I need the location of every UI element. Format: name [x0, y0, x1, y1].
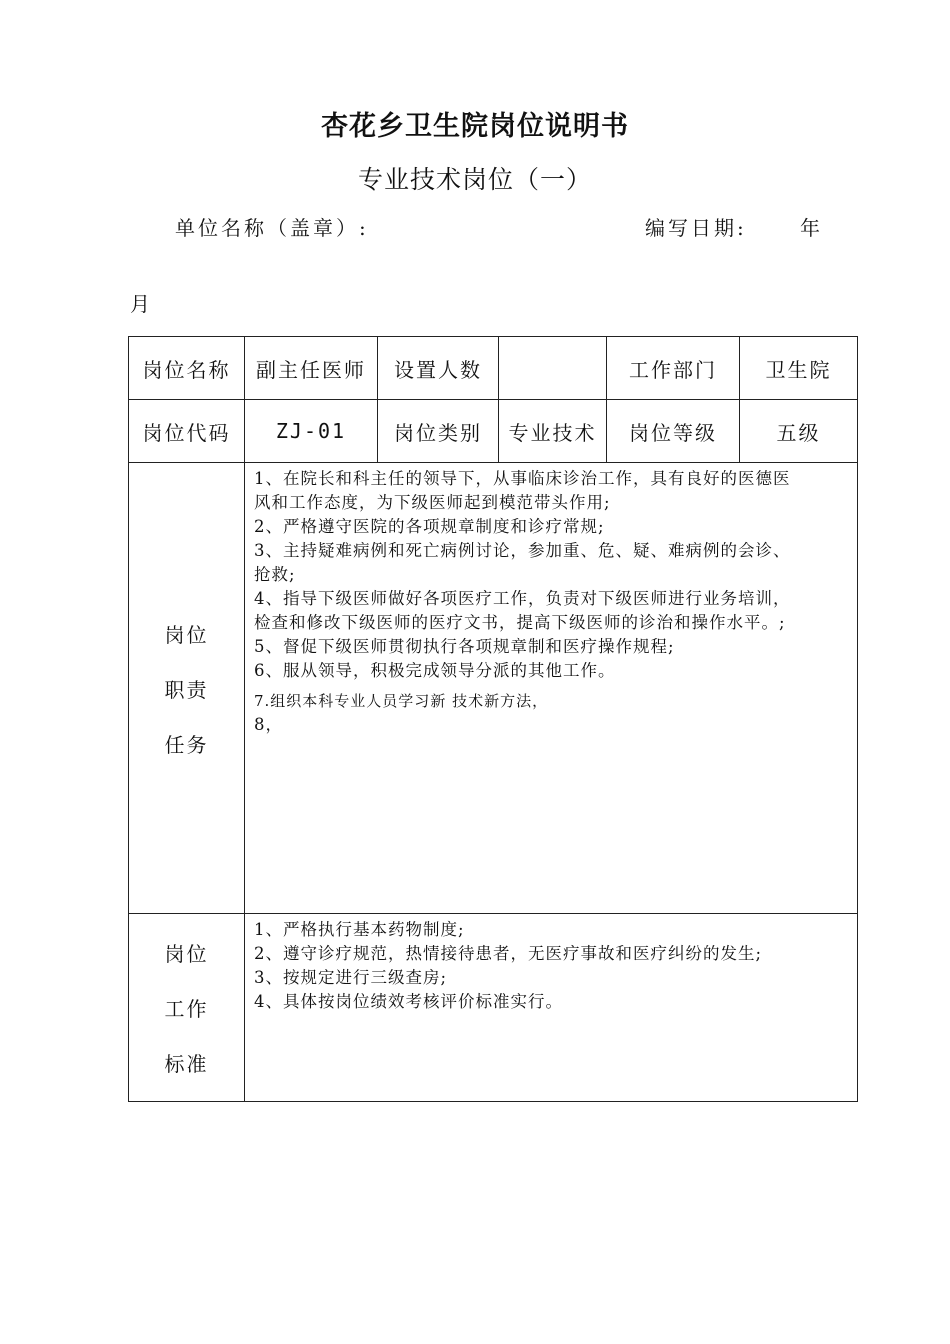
- headcount-value: [499, 337, 607, 400]
- duty-line: 2、严格遵守医院的各项规章制度和诊疗常规;: [254, 517, 605, 536]
- position-code-label: 岗位代码: [129, 400, 245, 463]
- standards-label-line: 岗位: [164, 942, 209, 966]
- department-value: 卫生院: [740, 337, 858, 400]
- duties-label: [129, 619, 244, 758]
- standards-label-line: 工作: [164, 997, 209, 1021]
- table-row: [129, 337, 858, 400]
- duties-label-line: 任务: [164, 732, 209, 757]
- duty-line: 风和工作态度，为下级医师起到模范带头作用;: [254, 493, 611, 512]
- standard-line: 1、严格执行基本药物制度;: [254, 920, 465, 939]
- document-title: 杏花乡卫生院岗位说明书: [321, 111, 629, 142]
- position-code-value: ZJ-01: [245, 400, 378, 463]
- position-level-value: 五级: [740, 400, 858, 463]
- standard-line: 2、遵守诊疗规范，热情接待患者，无医疗事故和医疗纠纷的发生;: [254, 944, 763, 963]
- headcount-label: 设置人数: [378, 337, 499, 400]
- position-type-value: 专业技术: [499, 400, 607, 463]
- standards-label-line: 标准: [164, 1052, 209, 1076]
- month-label: 月: [130, 292, 150, 316]
- year-label: 年: [800, 216, 820, 240]
- duties-label-line: 职责: [164, 677, 209, 702]
- job-description-table: [128, 336, 858, 1102]
- duties-content: [245, 463, 858, 914]
- duty-line: 检查和修改下级医师的医疗文书，提高下级医师的诊治和操作水平。;: [254, 613, 786, 632]
- document-subtitle: 专业技术岗位（一）: [357, 165, 592, 194]
- duty-line: 6、服从领导，积极完成领导分派的其他工作。: [254, 661, 616, 680]
- duty-line: 5、督促下级医师贯彻执行各项规章制和医疗操作规程;: [254, 637, 675, 656]
- department-label: 工作部门: [607, 337, 740, 400]
- position-name-label: 岗位名称: [129, 337, 245, 400]
- standards-label: [129, 938, 244, 1077]
- duty-line: 8，: [254, 715, 283, 734]
- duty-line: 1、在院长和科主任的领导下，从事临床诊治工作，具有良好的医德医: [254, 469, 791, 488]
- table-row: [129, 463, 858, 914]
- duty-line: 3、主持疑难病例和死亡病例讨论，参加重、危、疑、难病例的会诊、: [254, 541, 791, 560]
- position-level-label: 岗位等级: [607, 400, 740, 463]
- standard-line: 4、具体按岗位绩效考核评价标准实行。: [254, 992, 563, 1011]
- standards-label-cell: [129, 914, 245, 1102]
- table-row: [129, 400, 858, 463]
- table-row: [129, 914, 858, 1102]
- position-name-value: 副主任医师: [245, 337, 378, 400]
- unit-name-label: 单位名称（盖章）:: [175, 216, 369, 240]
- duty-line: 4、指导下级医师做好各项医疗工作，负责对下级医师进行业务培训，: [254, 589, 791, 608]
- duty-line: 抢救;: [254, 565, 296, 584]
- duty-line: 7.组织本科专业人员学习新 技术新方法，: [254, 692, 549, 710]
- position-type-label: 岗位类别: [378, 400, 499, 463]
- date-label: 编写日期:: [645, 216, 747, 240]
- duties-label-cell: [129, 463, 245, 914]
- duties-label-line: 岗位: [164, 622, 209, 647]
- standard-line: 3、按规定进行三级查房;: [254, 968, 448, 987]
- standards-content: [245, 914, 858, 1102]
